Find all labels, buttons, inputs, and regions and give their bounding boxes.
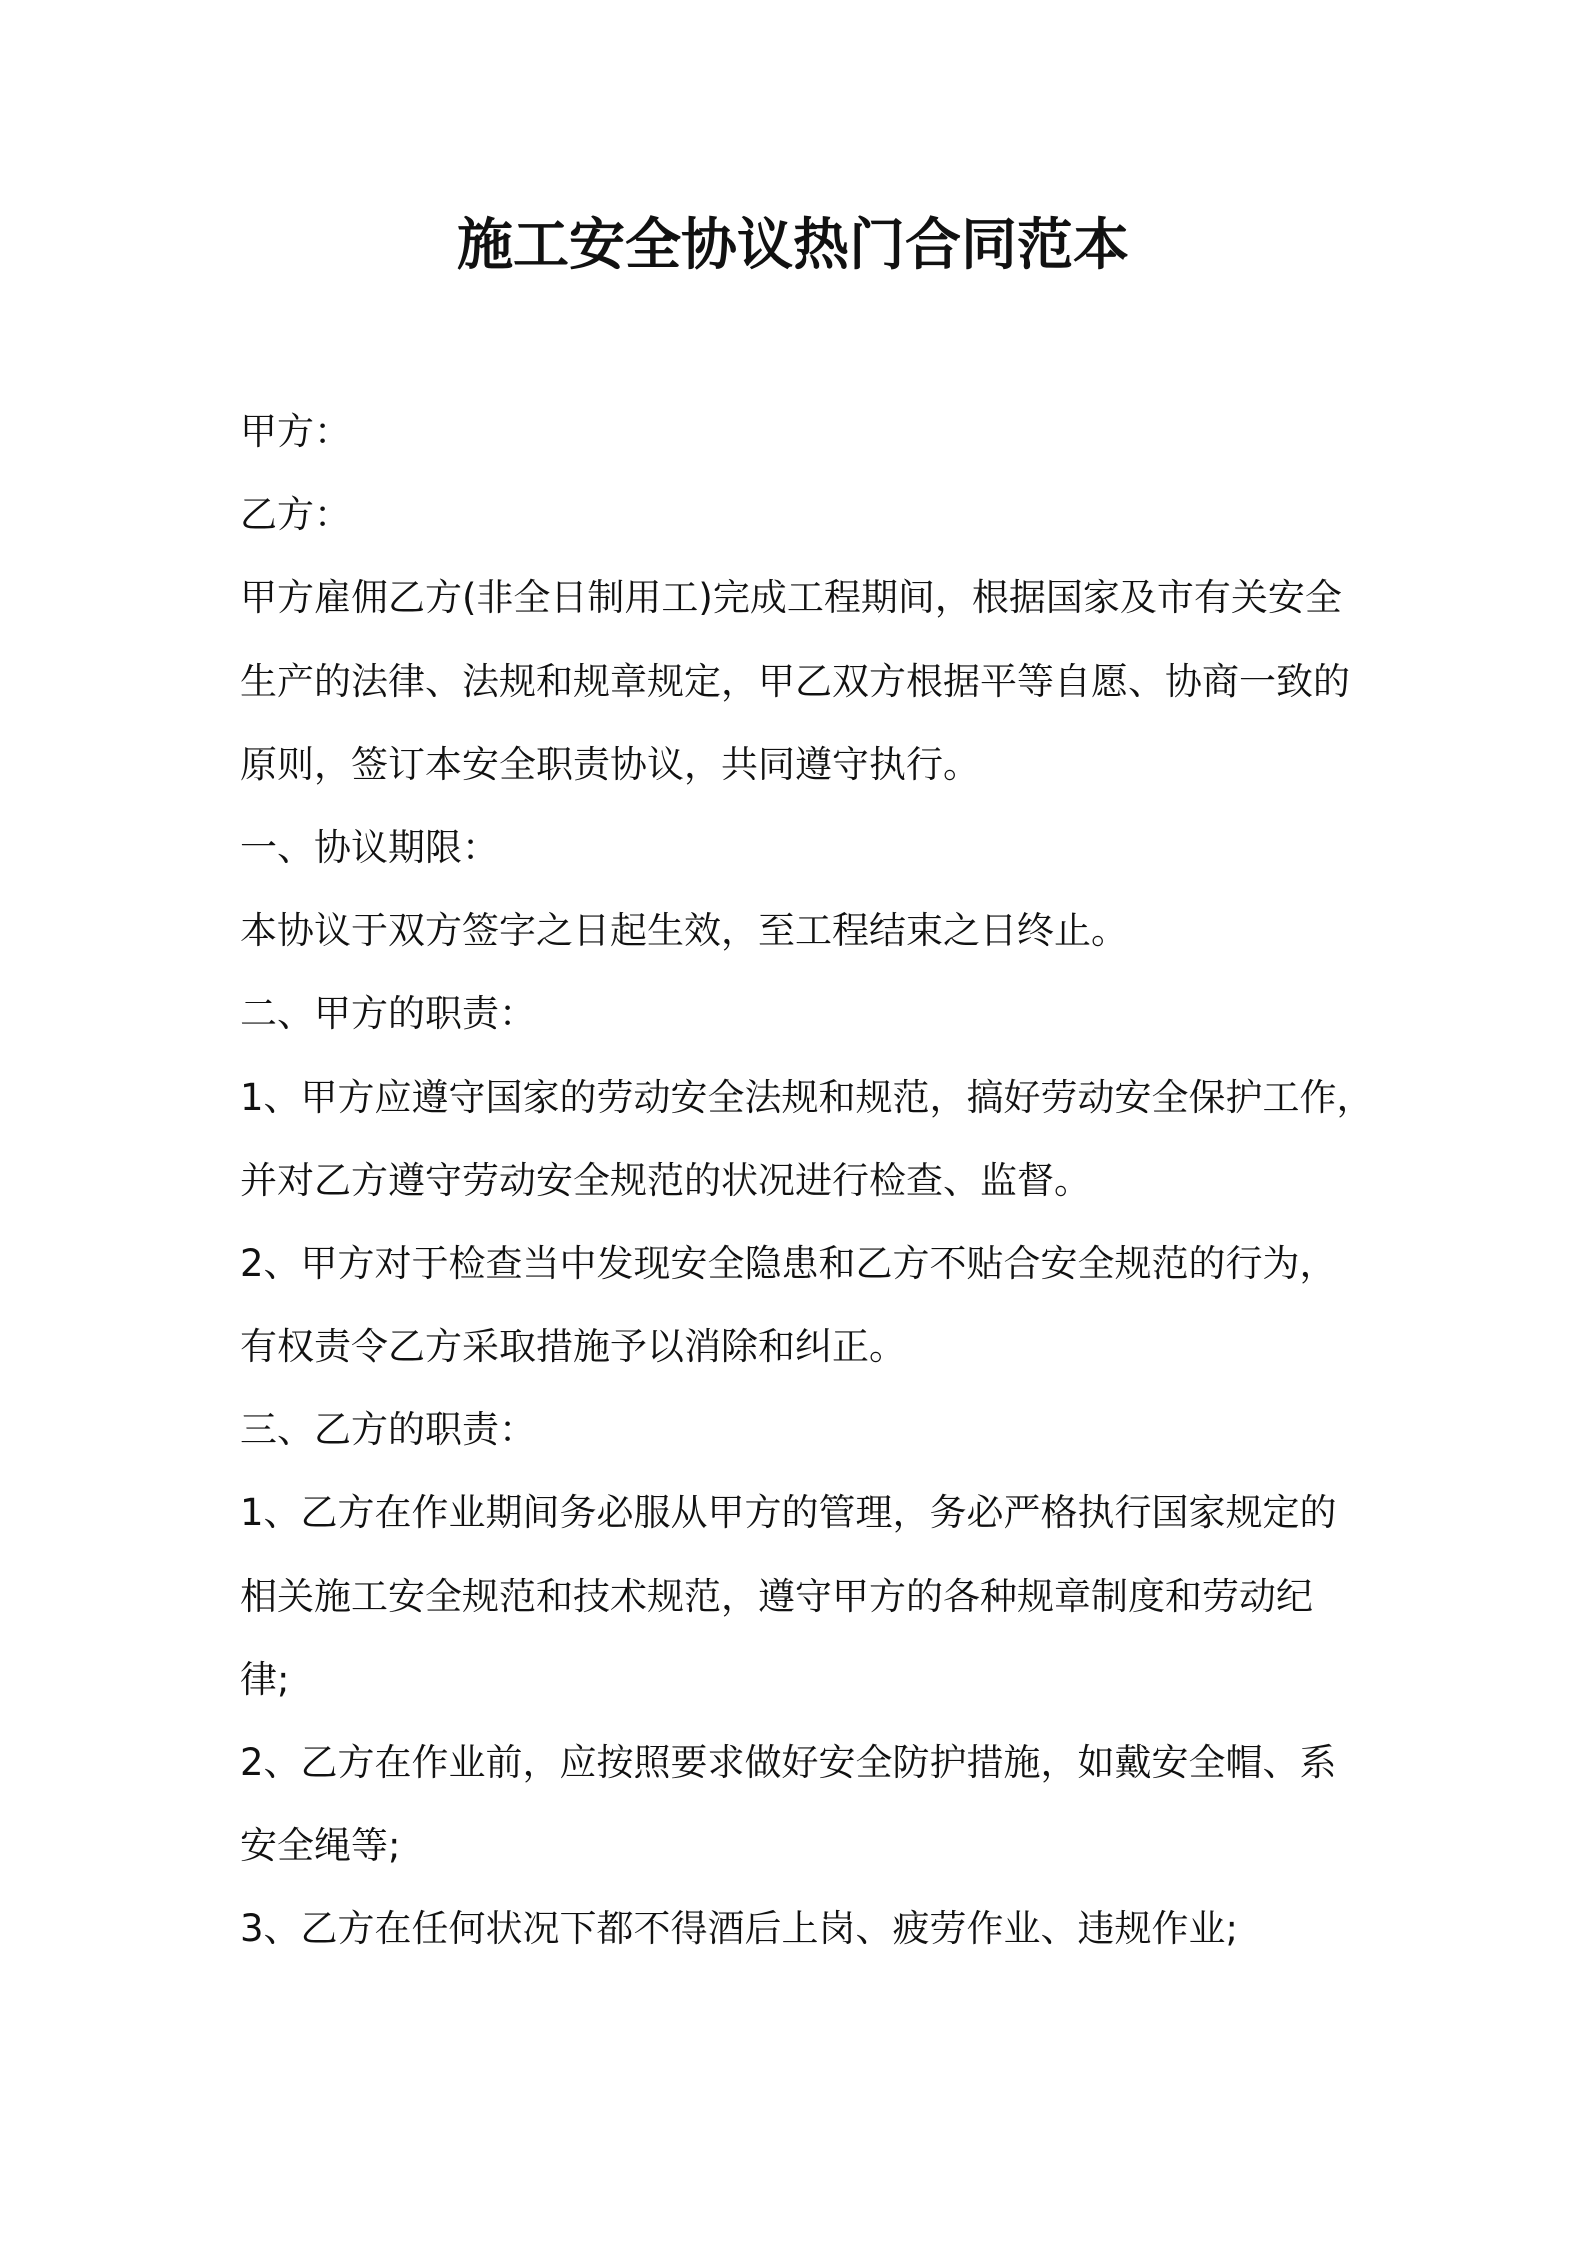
clause-paragraph [240, 1721, 1440, 1887]
section-term [240, 806, 1440, 972]
section-party-a-duties [240, 972, 1440, 1388]
clause-line: 安全绳等; [240, 1824, 401, 1868]
clause-line: 2、乙方在作业前，应按照要求做好安全防护措施，如戴安全帽、系 [240, 1741, 1337, 1784]
clause-paragraph [240, 889, 1440, 972]
preamble-line: 生产的法律、法规和规章规定，甲乙双方根据平等自愿、协商一致的 [240, 659, 1350, 703]
section-heading: 二、甲方的职责： [240, 992, 536, 1036]
clause-paragraph [240, 1222, 1440, 1388]
clause-line: 有权责令乙方采取措施予以消除和纠正。 [240, 1325, 906, 1369]
clause-paragraph [240, 1056, 1440, 1222]
clause-line: 2、甲方对于检查当中发现安全隐患和乙方不贴合安全规范的行为， [240, 1241, 1337, 1285]
clause-line: 并对乙方遵守劳动安全规范的状况进行检查、监督。 [240, 1158, 1091, 1202]
party-b-label: 乙方： [240, 493, 351, 537]
section-heading: 一、协议期限： [240, 825, 499, 869]
section-heading: 三、乙方的职责： [240, 1408, 536, 1452]
clause-line: 律; [240, 1657, 290, 1701]
section-party-b-duties [240, 1388, 1440, 1970]
clause-paragraph [240, 1887, 1440, 1970]
document-title: 施工安全协议热门合同范本 [457, 213, 1129, 278]
party-a-label: 甲方： [240, 410, 351, 453]
preamble-line: 原则，签订本安全职责协议，共同遵守执行。 [240, 742, 980, 786]
clause-line: 3、乙方在任何状况下都不得酒后上岗、疲劳作业、违规作业; [240, 1907, 1239, 1951]
clause-line: 1、乙方在作业期间务必服从甲方的管理，务必严格执行国家规定的 [240, 1491, 1337, 1535]
clause-paragraph [240, 1471, 1440, 1721]
clause-line: 本协议于双方签字之日起生效，至工程结束之日终止。 [240, 909, 1128, 953]
preamble-paragraph [240, 556, 1440, 806]
preamble-line: 甲方雇佣乙方(非全日制用工)完成工程期间，根据国家及市有关安全 [240, 576, 1342, 620]
clause-line: 1、甲方应遵守国家的劳动安全法规和规范，搞好劳动安全保护工作， [240, 1075, 1374, 1119]
document-body [240, 390, 1440, 1971]
clause-line: 相关施工安全规范和技术规范，遵守甲方的各种规章制度和劳动纪 [240, 1574, 1313, 1618]
